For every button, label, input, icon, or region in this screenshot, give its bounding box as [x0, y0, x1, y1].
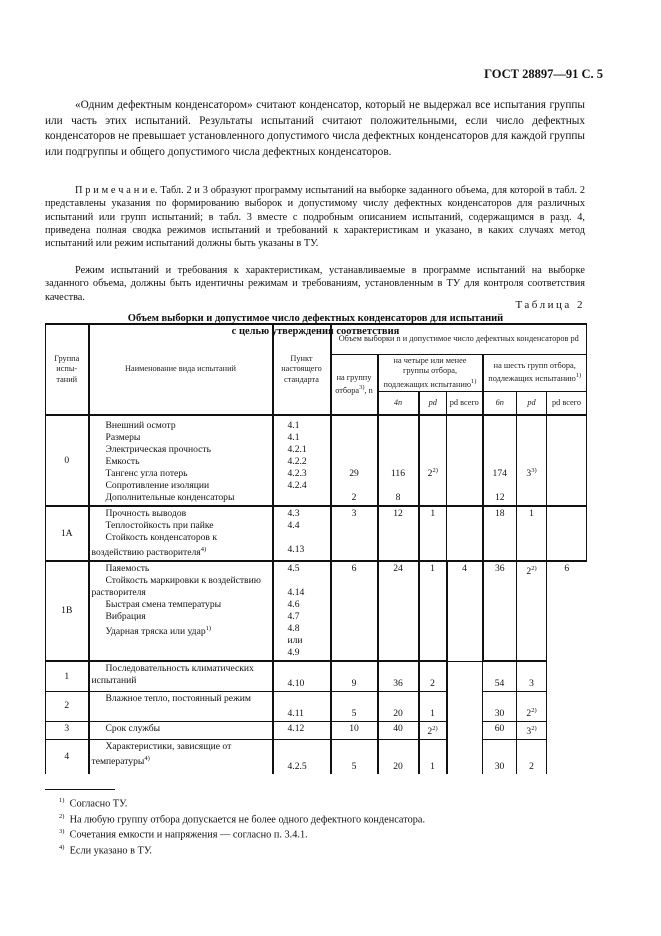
pd6-total-cell — [547, 721, 587, 739]
table-row — [46, 415, 587, 506]
header-pd-total: pd всего — [547, 391, 587, 415]
clause-cell: 4.11 — [273, 691, 331, 721]
note-label: П р и м е ч а н и е. — [75, 185, 158, 196]
pd4-cell: 1 — [419, 691, 447, 721]
header-clause: Пункт настоящего стандарта — [273, 324, 331, 415]
footnote: $^{3)}$ Сочетания емкости и напряжения — согласно п. 3.4.1. — [59, 828, 308, 841]
n4-cell: 20 — [378, 691, 419, 721]
table-title-line: Объем выборки и допустимое число дефектных конденсаторов для испытаний — [127, 313, 504, 324]
table-row — [46, 506, 587, 561]
table-row — [46, 661, 587, 691]
n4-cell: 24 — [378, 561, 419, 661]
header-6n: 6n — [483, 391, 517, 415]
page-header: ГОСТ 28897—91 С. 5 — [484, 67, 603, 81]
n6-cell: 30 — [483, 740, 517, 774]
n-cell: 3 — [331, 506, 378, 561]
table-row — [46, 721, 587, 739]
pd6-cell: 2 — [517, 740, 547, 774]
tests-cell: Характеристики, зависящие от температуры$^{4)}$ — [89, 740, 273, 774]
pd4-cell: 1 — [419, 561, 447, 661]
table-row — [46, 740, 587, 774]
clause-cell: 4.5 4.14 4.6 4.7 4.8 или 4.9 — [273, 561, 331, 661]
tests-cell: Последовательность климатических испытаний — [89, 661, 273, 691]
paragraph-modes: Режим испытаний и требования к характеристикам, устанавливаемые в программе испытаний на выборке заданного объема, должны быть идентичны режимам и требованиям, установленным в ТУ для контроля соответствия качества. — [45, 265, 585, 303]
pd6-total-cell: 6 — [547, 561, 587, 661]
table-title-line: с целью утверждения соответствия — [231, 326, 400, 337]
n-cell: 5 — [331, 740, 378, 774]
n6-cell: 30 — [483, 691, 517, 721]
n4-cell: 20 — [378, 740, 419, 774]
group-cell: 1В — [46, 561, 89, 661]
pd6-cell: 1 — [517, 506, 547, 561]
n6-cell: 18 — [483, 506, 517, 561]
pd4-cell: 2 — [419, 661, 447, 691]
table-label: Таблица 2 — [515, 299, 585, 311]
tests-cell: Паяемость Стойкость маркировки к воздействию растворителя Быстрая смена температуры Вибрация Ударная тряска или удар$^{1)}$ — [89, 561, 273, 661]
pd4-cell: 1 — [419, 740, 447, 774]
note-text: Табл. 2 и 3 образуют программу испытаний на выборке заданного объема, для которой в табл. 2 представлены указания по формированию выборок и допустимому числу дефектных конденсаторов для различных испытаний или групп испытаний; в табл. 3 вместе с подробным описанием испытаний, содержащимся в разд. 4, приведена полная сводка режимов испытаний и требований к характеристикам и указано, в каких случаях метод испытаний или режим испытаний должны быть указаны в ТУ. — [45, 185, 586, 250]
pd4-total-cell — [447, 415, 483, 506]
n4-cell: 40 — [378, 721, 419, 739]
header-per-group: на группу отбора$^{3)}$, n — [331, 354, 378, 415]
pd4-total-cell — [447, 691, 483, 721]
pd4-cell: 2$^{2)}$ — [419, 415, 447, 506]
table-row — [46, 561, 587, 661]
n4-cell: 36 — [378, 661, 419, 691]
n-cell: 5 — [331, 691, 378, 721]
clause-cell: 4.10 — [273, 661, 331, 691]
pd4-total-cell — [447, 506, 483, 561]
group-cell: 1 — [46, 661, 89, 691]
pd6-cell: 3$^{2)}$ — [517, 721, 547, 739]
pd6-total-cell — [547, 740, 587, 774]
pd4-total-cell — [447, 661, 483, 691]
group-cell: 0 — [46, 415, 89, 506]
footnotes — [45, 789, 425, 858]
footnote: $^{4)}$ Если указано в ТУ. — [59, 844, 153, 857]
pd4-total-cell — [447, 721, 483, 739]
n-cell: 6 — [331, 561, 378, 661]
n6-cell: 174 12 — [483, 415, 517, 506]
pd6-cell: 3$^{3)}$ — [517, 415, 547, 506]
footnote: $^{1)}$ Согласно ТУ. — [59, 797, 128, 810]
n4-cell: 12 — [378, 506, 419, 561]
n6-cell: 36 — [483, 561, 517, 661]
header-pd: pd — [517, 391, 547, 415]
clause-cell: 4.2.5 — [273, 740, 331, 774]
n4-cell: 116 8 — [378, 415, 419, 506]
group-cell: 1А — [46, 506, 89, 561]
clause-cell: 4.3 4.4 4.13 — [273, 506, 331, 561]
group-cell: 2 — [46, 691, 89, 721]
footnote: $^{2)}$ На любую группу отбора допускается не более одного дефектного конденсатора. — [59, 812, 426, 826]
tests-cell: Срок службы — [89, 721, 273, 739]
header-six-groups: на шесть групп отбора, подлежащих испытанию$^{1)}$ — [483, 354, 587, 391]
pd6-total-cell — [547, 506, 587, 561]
sample-size-table — [45, 323, 587, 774]
tests-cell: Внешний осмотр Размеры Электрическая прочность Емкость Тангенс угла потерь Сопротивление изоляции Дополнительные конденсаторы — [89, 415, 273, 506]
paragraph-defective: «Одним дефектным конденсатором» считают конденсатор, который не выдержал все испытания группы или часть этих испытаний. Результаты испытаний считают положительными, если число дефектных конденсаторов не превышает установленного допустимого числа дефектных конденсаторов для каждой группы или подгруппы и общего допустимого числа дефектных конденсаторов. — [45, 99, 585, 158]
pd4-total-cell: 4 — [447, 561, 483, 661]
pd6-total-cell — [547, 691, 587, 721]
clause-cell: 4.12 — [273, 721, 331, 739]
header-sample: Объем выборки n и допустимое число дефектных конденсаторов pd — [331, 324, 587, 354]
pd6-cell: 2$^{2)}$ — [517, 561, 547, 661]
pd4-cell: 1 — [419, 506, 447, 561]
note-paragraph — [45, 184, 585, 250]
footnote-divider — [45, 789, 115, 790]
header-pd: pd — [419, 391, 447, 415]
pd6-cell: 2$^{2)}$ — [517, 691, 547, 721]
pd4-cell: 2$^{2)}$ — [419, 721, 447, 739]
tests-cell: Влажное тепло, постоянный режим — [89, 691, 273, 721]
header-4n: 4n — [378, 391, 419, 415]
pd6-total-cell — [547, 661, 587, 691]
group-cell: 3 — [46, 721, 89, 739]
header-group: Группа испы-таний — [46, 324, 89, 415]
pd6-total-cell — [547, 415, 587, 506]
tests-cell: Прочность выводов Теплостойкость при пайке Стойкость конденсаторов к воздействию растворителя$^{4)}$ — [89, 506, 273, 561]
header-name: Наименование вида испытаний — [89, 324, 273, 415]
table-row — [46, 691, 587, 721]
n-cell: 10 — [331, 721, 378, 739]
pd6-cell: 3 — [517, 661, 547, 691]
pd4-total-cell — [447, 740, 483, 774]
n6-cell: 60 — [483, 721, 517, 739]
header-four-groups: на четыре или менее группы отбора, подлежащих испытанию$^{1)}$ — [378, 354, 483, 391]
group-cell: 4 — [46, 740, 89, 774]
n6-cell: 54 — [483, 661, 517, 691]
header-pd-total: pd всего — [447, 391, 483, 415]
n-cell: 29 2 — [331, 415, 378, 506]
clause-cell: 4.1 4.1 4.2.1 4.2.2 4.2.3 4.2.4 — [273, 415, 331, 506]
n-cell: 9 — [331, 661, 378, 691]
